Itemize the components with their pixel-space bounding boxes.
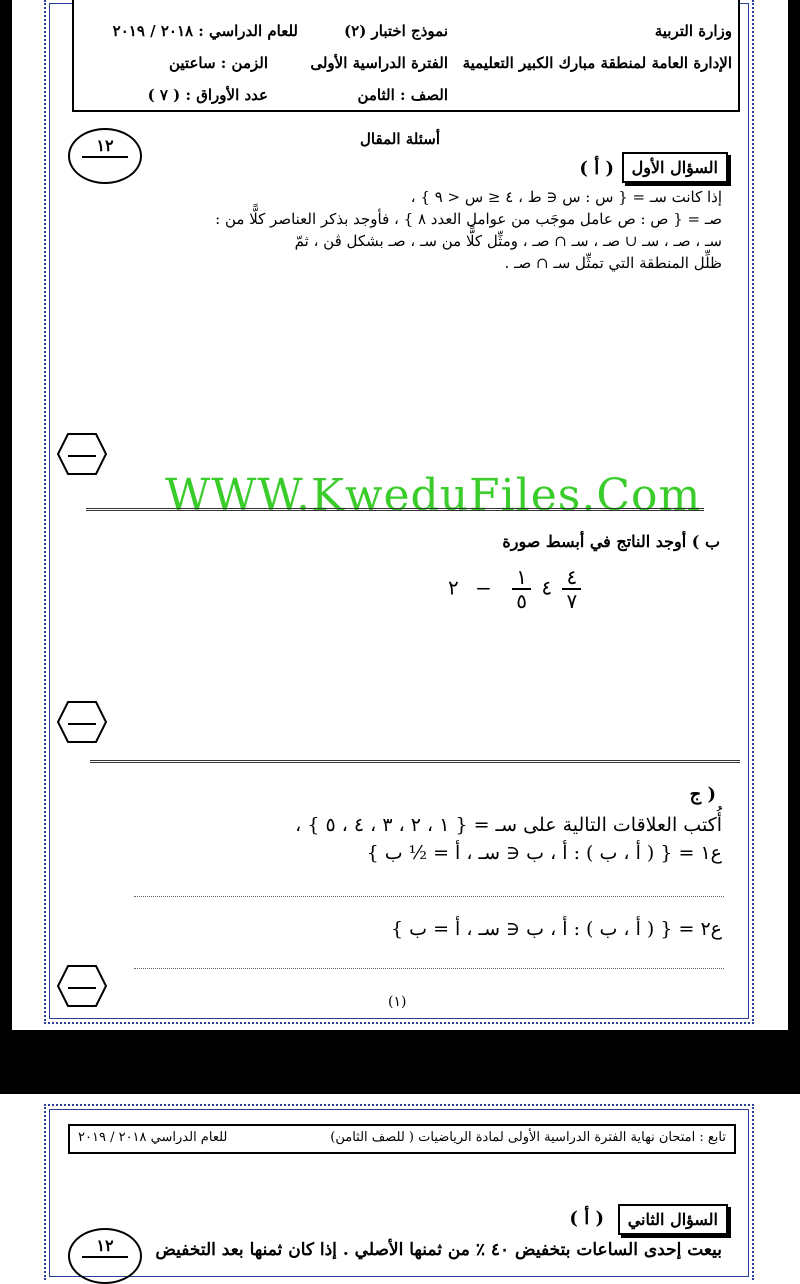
question-1-text: [162, 186, 722, 274]
denominator-1: ٥: [516, 589, 527, 613]
section-divider-2: [90, 760, 740, 763]
fraction-2: [562, 566, 581, 612]
q1-line-2: صـ = { ص : ص عامل موجَب من عوامل العدد ٨ } ، فأوجد بذكر العناصر كلًّا من :: [215, 210, 722, 228]
watermark-text: WWW.KweduFiles.Com: [165, 470, 702, 521]
sheets-label: عدد الأوراق : ( ٧ ): [147, 86, 268, 104]
fraction-expression: [448, 566, 585, 612]
q1-line-1: إذا كانت سـ = { س : س ∈ ط ، ٤ ≤ س < ٩ } ،: [410, 188, 722, 206]
directorate-label: الإدارة العامة لمنطقة مبارك الكبير التعليمية: [462, 54, 732, 72]
ministry-label: وزارة التربية: [654, 22, 732, 40]
grade-label: الصف : الثامن: [357, 86, 448, 104]
score-oval-q2: [68, 1228, 142, 1284]
model-label: نموذج اختبار (٢): [344, 22, 448, 40]
relation-2: ع٢ = { ( أ ، ب ) : أ ، ب ∈ سـ ، أ = ب }: [391, 918, 722, 940]
page-number: (١): [388, 994, 407, 1010]
score-oval-q1: [68, 128, 142, 184]
page-edge-left: [0, 0, 12, 1060]
numerator-1: ١: [512, 566, 531, 590]
continuation-label: تابع : امتحان نهاية الفترة الدراسية الأولى لمادة الرياضيات ( للصف الثامن): [330, 1130, 726, 1145]
score-divider-2: [82, 1256, 128, 1258]
q2-part-a-label: ( أ ): [569, 1208, 604, 1229]
answer-line-1: [134, 896, 724, 897]
question-2-label: السؤال الثاني: [618, 1204, 728, 1235]
denominator-2: ٧: [566, 589, 578, 613]
q1-line-3: سـ ، صـ ، سـ ∪ صـ ، سـ ∩ صـ ، ومثِّل كلًّا من سـ ، صـ بشكل ڤن ، ثمّ: [294, 232, 722, 250]
relation-1: ع١ = { ( أ ، ب ) : أ ، ب ∈ سـ ، أ = ½ ب }: [366, 842, 722, 864]
answer-hexagon-2: [56, 700, 108, 744]
q1-line-4: ظلِّل المنطقة التي تمثِّل سـ ∩ صـ .: [504, 254, 722, 272]
score-value-2: ١٢: [96, 1236, 114, 1255]
page-edge-right: [788, 0, 800, 1060]
section-divider-1: [86, 508, 704, 511]
page-2-year: للعام الدراسي ٢٠١٨ / ٢٠١٩: [78, 1130, 228, 1145]
answer-hexagon-3: [56, 964, 108, 1008]
part-c-intro: أُكتب العلاقات التالية على سـ = { ١ ، ٢ ، ٣ ، ٤ ، ٥ } ،: [295, 814, 722, 836]
question-2-text: بيعت إحدى الساعات بتخفيض ٤٠ ٪ من ثمنها الأصلي . إذا كان ثمنها بعد التخفيض: [155, 1240, 722, 1260]
part-a-label: ( أ ): [579, 158, 614, 179]
essay-questions-title: أسئلة المقال: [360, 130, 440, 148]
exam-header: [72, 0, 740, 112]
time-label: الزمن : ساعتين: [168, 54, 268, 72]
part-c-label: ج ): [689, 784, 716, 805]
part-b-label: ب ) أوجد الناتج في أبسط صورة: [502, 532, 720, 551]
mixed-whole-2: ٢: [448, 575, 459, 600]
fraction-1: [512, 566, 531, 612]
score-value: ١٢: [96, 136, 114, 155]
score-divider: [82, 156, 128, 158]
term-label: الفترة الدراسية الأولى: [310, 54, 448, 72]
numerator-2: ٤: [562, 566, 581, 590]
minus-sign: −: [475, 575, 492, 600]
page-2-header: [68, 1124, 736, 1154]
year-label: للعام الدراسي : ٢٠١٨ / ٢٠١٩: [112, 22, 298, 40]
page-separator: [0, 1030, 800, 1094]
question-1-label: السؤال الأول: [622, 152, 728, 183]
mixed-whole-1: ٤: [541, 575, 553, 600]
answer-hexagon-1: [56, 432, 108, 476]
answer-line-2: [134, 968, 724, 969]
